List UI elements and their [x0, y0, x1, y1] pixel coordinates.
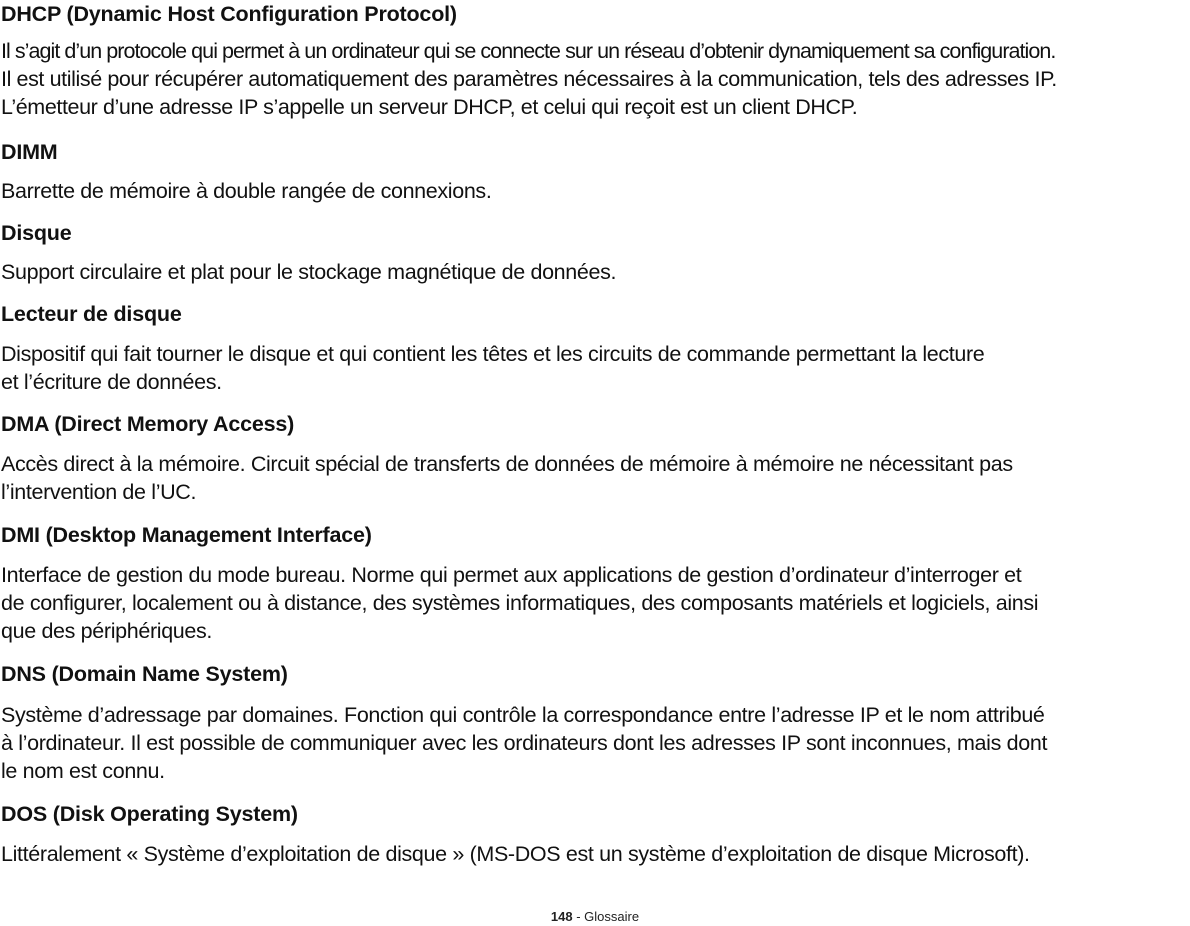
definition-line: Interface de gestion du mode bureau. Norme qui permet aux applications de gestion d’ordinateur d’interroger et	[1, 563, 1022, 587]
definition-line: l’intervention de l’UC.	[1, 480, 197, 504]
definition-line: Système d’adressage par domaines. Fonction qui contrôle la correspondance entre l’adresse IP et le nom attribué	[1, 703, 1045, 727]
definition-line: Il s’agit d’un protocole qui permet à un ordinateur qui se connecte sur un réseau d’obtenir dynamiquement sa configuration.	[1, 39, 1056, 63]
definition-line: L’émetteur d’une adresse IP s’appelle un serveur DHCP, et celui qui reçoit est un client DHCP.	[1, 95, 858, 119]
definition-line: Barrette de mémoire à double rangée de connexions.	[1, 179, 492, 203]
term-lecteur-de-disque: Lecteur de disque	[1, 302, 182, 326]
definition-line: à l’ordinateur. Il est possible de communiquer avec les ordinateurs dont les adresses IP sont inconnues, mais dont	[1, 731, 1048, 755]
definition-line: Il est utilisé pour récupérer automatiquement des paramètres nécessaires à la communication, tels des adresses IP.	[1, 67, 1057, 91]
definition-line: Littéralement « Système d’exploitation de disque » (MS-DOS est un système d’exploitation de disque Microsoft).	[1, 842, 1030, 866]
term-disque: Disque	[1, 221, 72, 245]
definition-dns	[1, 701, 1047, 785]
footer-section-name: Glossaire	[584, 909, 640, 924]
definition-disque	[1, 258, 616, 286]
definition-line: le nom est connu.	[1, 759, 165, 783]
footer-separator: -	[572, 909, 585, 924]
definition-line: de configurer, localement ou à distance, des systèmes informatiques, des composants matériels et logiciels, ainsi	[1, 591, 1039, 615]
term-dmi: DMI (Desktop Management Interface)	[1, 523, 372, 547]
page-footer	[0, 908, 1190, 926]
term-dimm: DIMM	[1, 140, 58, 164]
definition-line: Accès direct à la mémoire. Circuit spécial de transferts de données de mémoire à mémoire ne nécessitant pas	[1, 452, 1013, 476]
definition-dmi	[1, 561, 1038, 645]
definition-line: Dispositif qui fait tourner le disque et qui contient les têtes et les circuits de commande permettant la lecture	[1, 342, 985, 366]
term-dhcp: DHCP (Dynamic Host Configuration Protocol)	[1, 2, 457, 26]
definition-line: Support circulaire et plat pour le stockage magnétique de données.	[1, 260, 617, 284]
definition-line: et l’écriture de données.	[1, 370, 222, 394]
definition-lecteur-de-disque	[1, 340, 984, 396]
term-dma: DMA (Direct Memory Access)	[1, 412, 295, 436]
definition-dimm	[1, 177, 491, 205]
term-dos: DOS (Disk Operating System)	[1, 802, 298, 826]
page-number: 148	[550, 909, 573, 924]
term-dns: DNS (Domain Name System)	[1, 662, 288, 686]
definition-line: que des périphériques.	[1, 619, 213, 643]
definition-dos	[1, 840, 1030, 868]
definition-dhcp	[1, 37, 1057, 121]
definition-dma	[1, 450, 1013, 506]
